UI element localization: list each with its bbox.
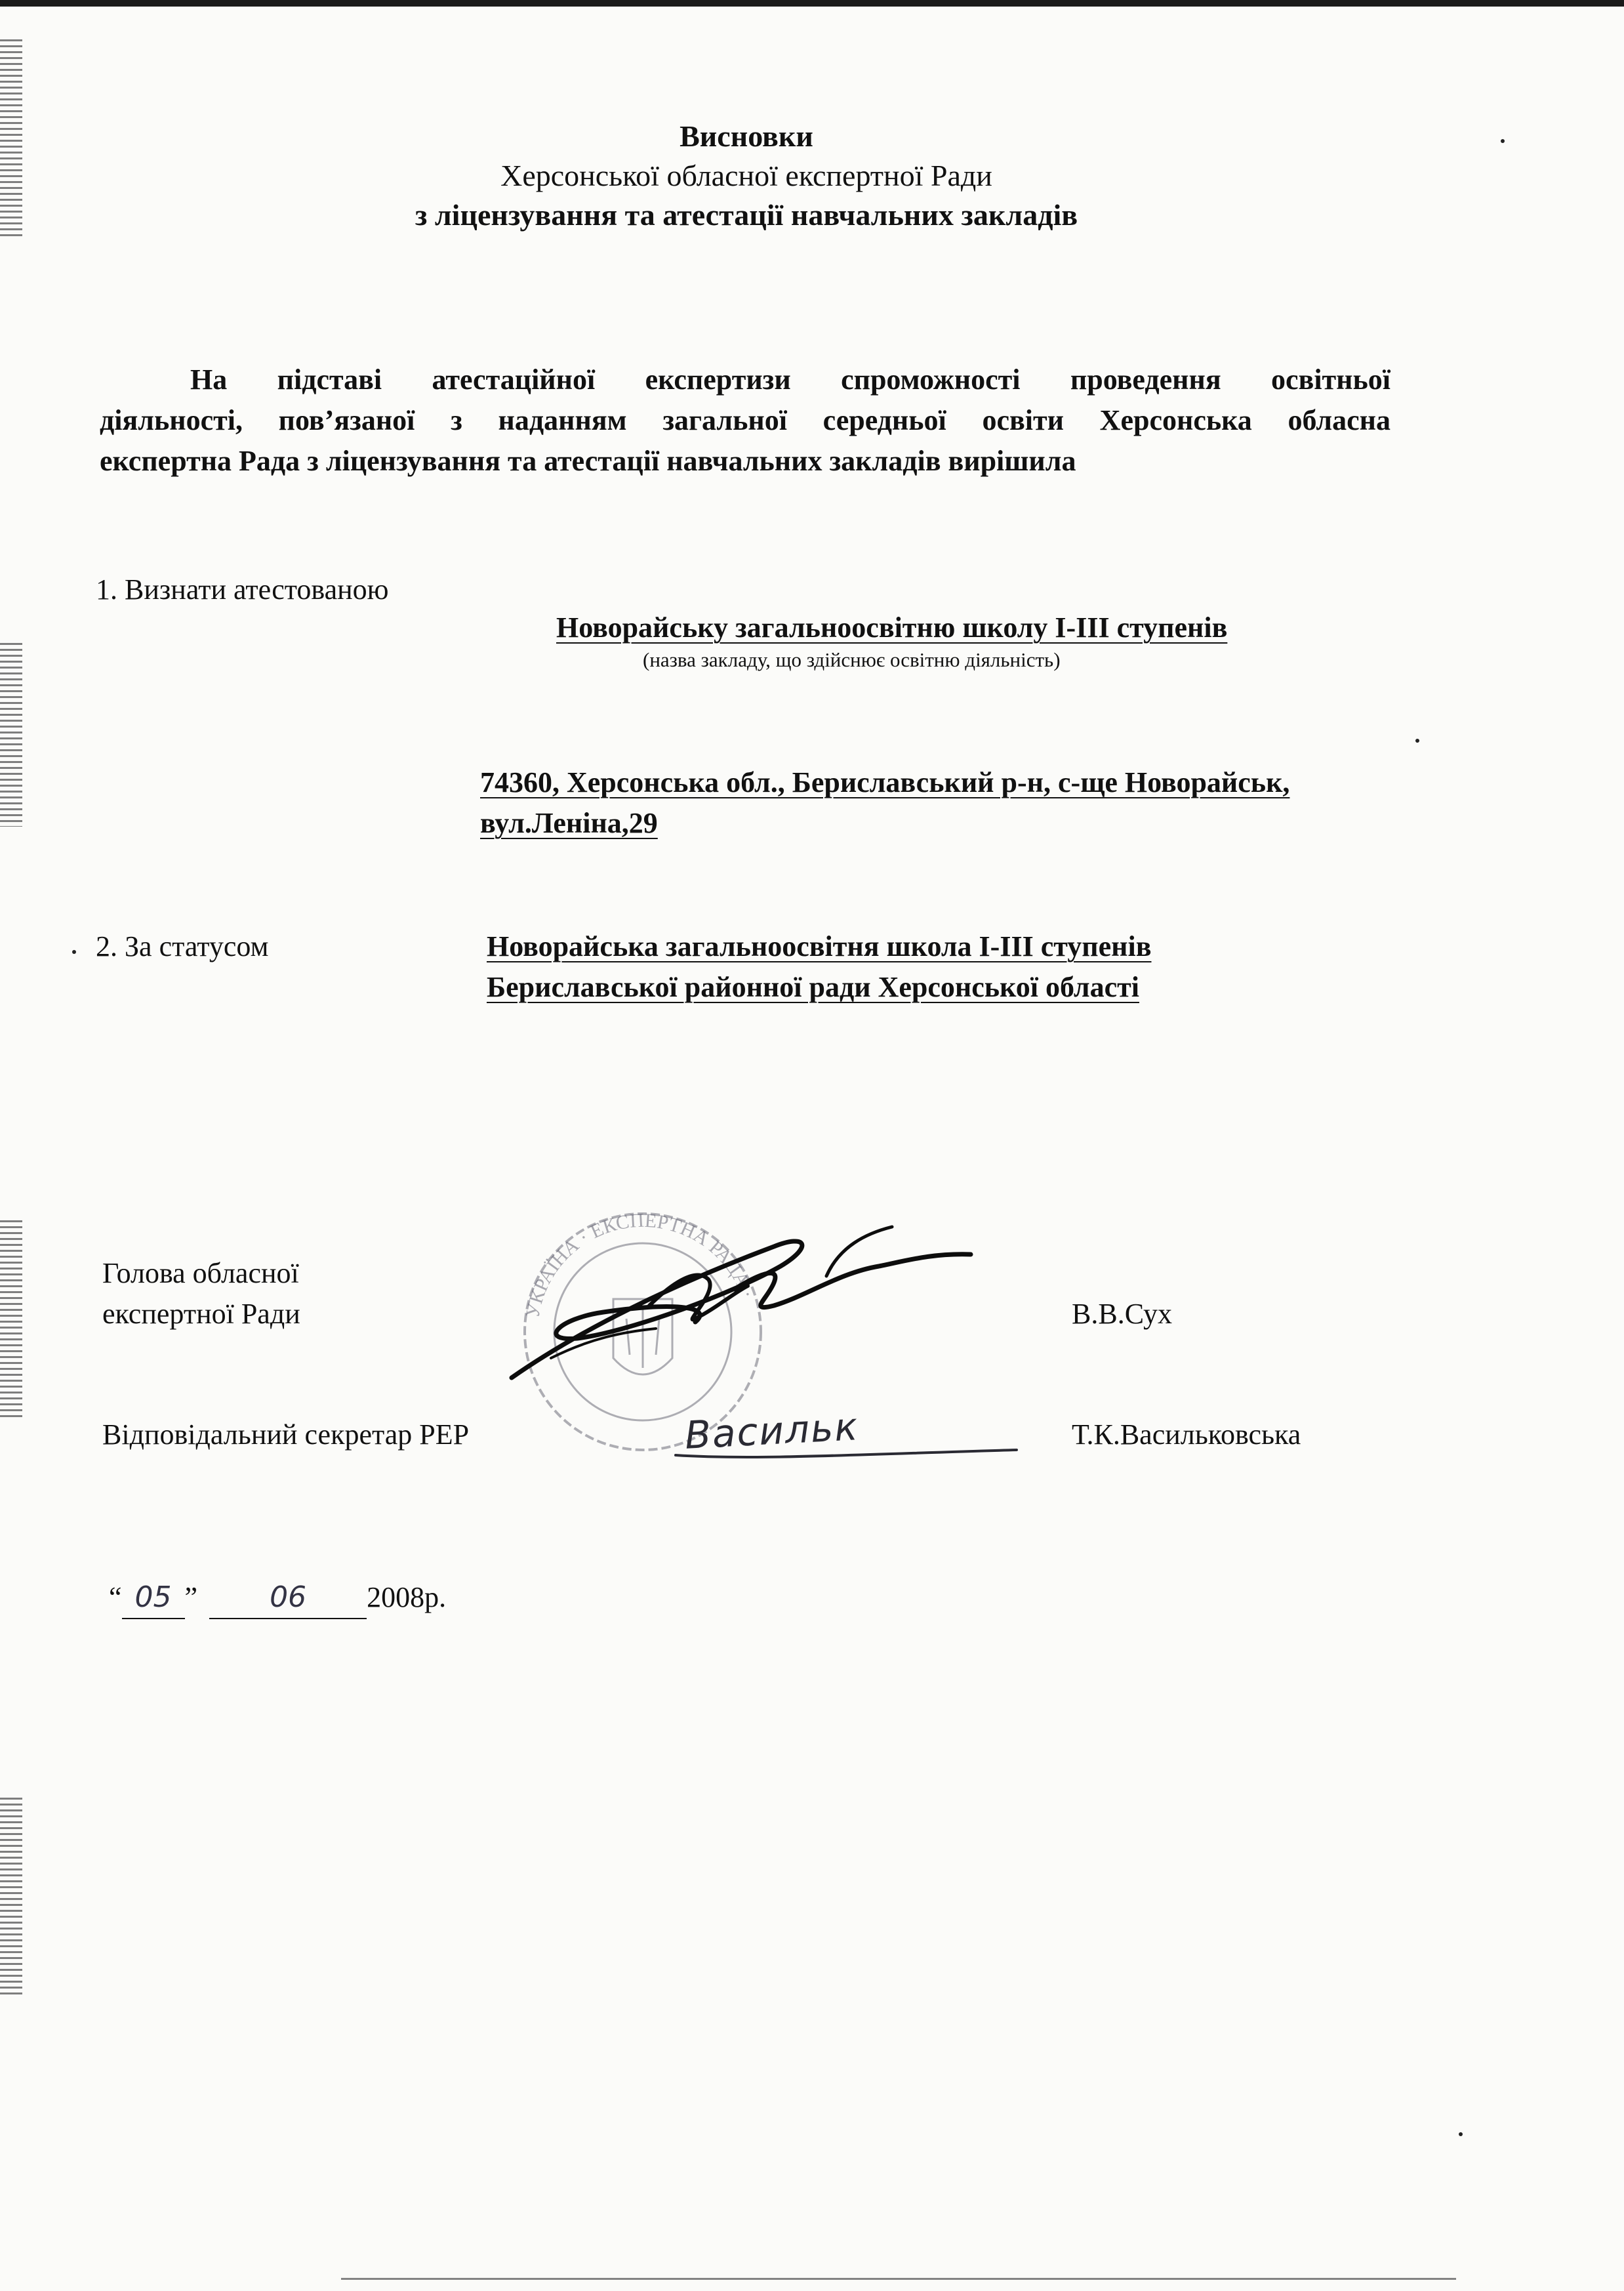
secretary-title: Відповідальний секретар РЕР (102, 1418, 470, 1451)
chair-title-line-1: Голова обласної (102, 1257, 299, 1289)
scan-top-edge (0, 0, 1624, 7)
scan-perforation-upper-middle (0, 643, 22, 827)
intro-line-1: На підставі атестаційної експертизи спроможності проведення освітньої (190, 363, 1391, 396)
item-1-label: 1. Визнати атестованою (96, 573, 389, 606)
header-line-2: Херсонської обласної експертної Ради (500, 159, 992, 192)
scan-perforation-lower-middle (0, 1220, 22, 1417)
secretary-name: Т.К.Васильковська (1072, 1418, 1301, 1451)
secretary-signature-underline (676, 1441, 1030, 1467)
date-year: 2008р. (367, 1581, 447, 1613)
date-day: 05 (122, 1577, 185, 1619)
school-name: Новорайську загальноосвітню школу І-ІІІ ступенів (556, 611, 1228, 644)
intro-line-3: експертна Рада з ліцензування та атестації навчальних закладів вирішила (100, 445, 1076, 477)
secretary-signature: Васильк (683, 1404, 860, 1458)
scan-bottom-line (341, 2278, 1456, 2280)
address-line-1: 74360, Херсонська обл., Бериславський р-н, с-ще Новорайськ, (480, 766, 1290, 798)
scan-speck (1415, 739, 1419, 743)
scan-speck (72, 950, 76, 954)
header-line-3: з ліцензування та атестації навчальних закладів (415, 198, 1078, 232)
address-line-2: вул.Леніна,29 (480, 807, 658, 839)
status-line-2: Бериславської районної ради Херсонської області (487, 971, 1139, 1003)
document-date (109, 1577, 446, 1619)
scan-speck (1501, 139, 1505, 143)
chair-title-line-2: експертної Ради (102, 1298, 300, 1330)
intro-line-2: діяльності, пов’язаної з наданням загальної середньої освіти Херсонська обласна (100, 404, 1391, 436)
date-close-quote: ” (184, 1581, 198, 1613)
date-month: 06 (209, 1577, 367, 1619)
intro-paragraph (100, 360, 1391, 482)
status-line-1: Новорайська загальноосвітня школа І-ІІІ ступенів (487, 930, 1152, 962)
school-name-caption: (назва закладу, що здійснює освітню діяльність) (643, 648, 1061, 671)
header-line-1: Висновки (680, 119, 813, 153)
scan-speck (1459, 2132, 1463, 2136)
chair-name: В.В.Сух (1072, 1298, 1172, 1330)
document-header (0, 117, 1493, 235)
stamp-text: УКРАЇНА · ЕКСПЕРТНА РАДА · (521, 1209, 759, 1320)
date-open-quote: “ (109, 1581, 122, 1613)
scan-perforation-bottom (0, 1798, 22, 1994)
chair-signature (498, 1207, 997, 1404)
item-2-label: 2. За статусом (96, 930, 269, 962)
